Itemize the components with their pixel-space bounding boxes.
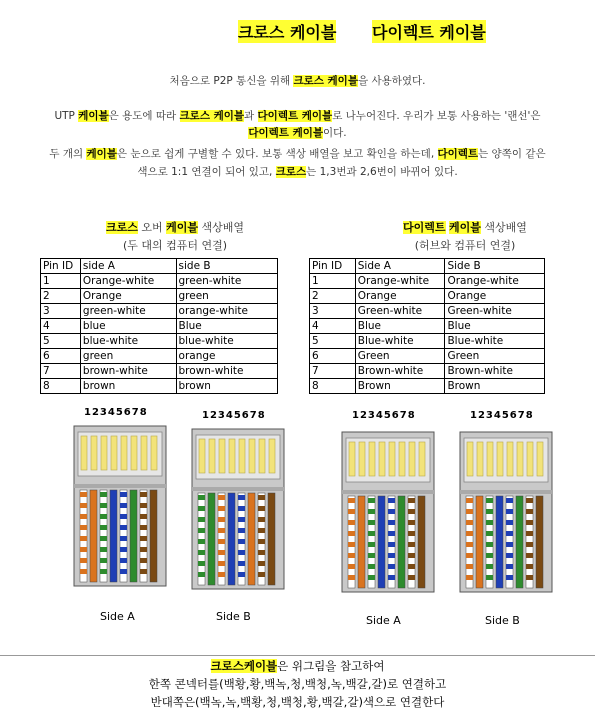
- intro-line-5: 색으로 1:1 연결이 되어 있고, 크로스는 1,3번과 2,6번이 바뀌어 있다.: [137, 166, 458, 178]
- cross-caption-sub: (두 대의 컴퓨터 연결): [122, 239, 228, 252]
- table-row: [310, 334, 545, 349]
- wire-5: [120, 490, 127, 582]
- gold-pin: [467, 442, 473, 476]
- wire-3: [100, 490, 107, 582]
- table-cell: orange-white: [176, 304, 277, 319]
- table-row: [41, 364, 278, 379]
- table-cell: 7: [310, 364, 356, 379]
- table-header-row: [41, 259, 278, 274]
- table-cell: 2: [41, 289, 81, 304]
- table-cell: 2: [310, 289, 356, 304]
- gold-pin: [91, 436, 97, 470]
- gold-pin: [209, 439, 215, 473]
- wire-8: [418, 496, 425, 588]
- direct-caption-sub: (허브와 컴퓨터 연결): [414, 239, 516, 252]
- wire-2: [358, 496, 365, 588]
- table-header-cell: Side B: [445, 259, 545, 274]
- table-cell: 5: [41, 334, 81, 349]
- table-cell: brown-white: [80, 364, 176, 379]
- gold-pin: [497, 442, 503, 476]
- rj45-connector-direct-side-a: [340, 428, 436, 596]
- table-cell: green: [176, 289, 277, 304]
- connector-strain-line: [460, 490, 552, 494]
- cross-caption: 크로스 오버 케이블 색상배열 (두 대의 컴퓨터 연결): [60, 219, 290, 255]
- wire-4: [228, 493, 235, 585]
- direct-side-a-label: Side A: [366, 614, 401, 627]
- gold-pin: [399, 442, 405, 476]
- table-cell: Blue: [445, 319, 545, 334]
- table-cell: Orange: [80, 289, 176, 304]
- cross-side-a-label: Side A: [100, 610, 135, 623]
- table-row: [41, 349, 278, 364]
- bottom-line-2: 한쪽 콘넥터를(백황,황,백녹,청,백청,녹,백갈,갈)로 연결하고: [148, 677, 447, 691]
- cross-a-pin-numbers: 12345678: [84, 407, 148, 418]
- connector-contact-area: [346, 438, 430, 482]
- table-cell: green-white: [80, 304, 176, 319]
- table-header-cell: Pin ID: [41, 259, 81, 274]
- gold-pin: [229, 439, 235, 473]
- wire-7: [526, 496, 533, 588]
- table-cell: Blue: [176, 319, 277, 334]
- gold-pin: [359, 442, 365, 476]
- intro-line-2: UTP 케이블은 용도에 따라 크로스 케이블과 다이렉트 케이블로 나누어진다. 우리가 보통 사용하는 '랜선'은: [54, 110, 541, 122]
- wire-1: [348, 496, 355, 588]
- table-row: [41, 334, 278, 349]
- gold-pin: [239, 439, 245, 473]
- table-cell: 3: [41, 304, 81, 319]
- table-cell: Blue: [355, 319, 445, 334]
- intro-line-1: 처음으로 P2P 통신을 위해 크로스 케이블을 사용하였다.: [169, 75, 426, 87]
- wire-2: [476, 496, 483, 588]
- wire-5: [388, 496, 395, 588]
- table-cell: blue: [80, 319, 176, 334]
- gold-pin: [517, 442, 523, 476]
- wire-4: [378, 496, 385, 588]
- table-cell: Brown: [355, 379, 445, 394]
- connector-contact-area: [464, 438, 548, 482]
- wire-5: [506, 496, 513, 588]
- gold-pin: [81, 436, 87, 470]
- table-cell: brown: [176, 379, 277, 394]
- table-cell: Orange-white: [355, 274, 445, 289]
- gold-pin: [121, 436, 127, 470]
- table-row: [310, 319, 545, 334]
- table-cell: Blue-white: [445, 334, 545, 349]
- gold-pin: [419, 442, 425, 476]
- table-cell: brown-white: [176, 364, 277, 379]
- connector-strain-line: [74, 484, 166, 488]
- table-cell: Blue-white: [355, 334, 445, 349]
- wire-6: [398, 496, 405, 588]
- intro-line-3: 다이렉트 케이블이다.: [248, 127, 347, 139]
- table-cell: blue-white: [176, 334, 277, 349]
- wire-3: [368, 496, 375, 588]
- wire-5: [238, 493, 245, 585]
- table-cell: Brown: [445, 379, 545, 394]
- wire-6: [516, 496, 523, 588]
- table-cell: blue-white: [80, 334, 176, 349]
- table-cell: 5: [310, 334, 356, 349]
- gold-pin: [369, 442, 375, 476]
- table-cell: 1: [310, 274, 356, 289]
- rj45-connector-cross-side-b: [190, 425, 286, 593]
- gold-pin: [379, 442, 385, 476]
- table-cell: 4: [310, 319, 356, 334]
- connector-contact-area: [78, 432, 162, 476]
- wire-6: [130, 490, 137, 582]
- highlight: 다이렉트 케이블: [248, 127, 324, 139]
- direct-caption: 다이렉트 케이블 색상배열 (허브와 컴퓨터 연결): [350, 219, 580, 255]
- table-header-cell: Side A: [355, 259, 445, 274]
- connector-strain-line: [192, 487, 284, 491]
- table-cell: Orange: [355, 289, 445, 304]
- gold-pin: [141, 436, 147, 470]
- highlight: 다이렉트: [437, 148, 479, 160]
- table-cell: green-white: [176, 274, 277, 289]
- wire-1: [198, 493, 205, 585]
- table-cell: 8: [41, 379, 81, 394]
- gold-pin: [507, 442, 513, 476]
- wire-3: [218, 493, 225, 585]
- cross-b-pin-numbers: 12345678: [202, 410, 266, 421]
- table-row: [41, 379, 278, 394]
- table-row: [310, 274, 545, 289]
- gold-pin: [249, 439, 255, 473]
- connector-contact-area: [196, 435, 280, 479]
- gold-pin: [349, 442, 355, 476]
- highlight: 크로스 케이블: [293, 75, 358, 87]
- table-cell: brown: [80, 379, 176, 394]
- bottom-line-3: 반대쪽은(백녹,녹,백황,청,백청,황,백갈,갈)색으로 연결한다: [150, 695, 445, 709]
- wire-1: [80, 490, 87, 582]
- highlight: 케이블: [78, 110, 109, 122]
- direct-b-pin-numbers: 12345678: [470, 410, 534, 421]
- table-cell: 7: [41, 364, 81, 379]
- wire-2: [90, 490, 97, 582]
- title-cross-cable: 크로스 케이블: [238, 20, 336, 43]
- table-row: [41, 274, 278, 289]
- title-direct-cable: 다이렉트 케이블: [372, 20, 486, 43]
- gold-pin: [269, 439, 275, 473]
- gold-pin: [487, 442, 493, 476]
- wire-8: [150, 490, 157, 582]
- highlight: 크로스케이블: [210, 659, 278, 673]
- table-row: [310, 379, 545, 394]
- table-row: [41, 289, 278, 304]
- wire-1: [466, 496, 473, 588]
- section-divider: [0, 655, 595, 656]
- table-row: [310, 304, 545, 319]
- table-header-row: [310, 259, 545, 274]
- gold-pin: [527, 442, 533, 476]
- wire-2: [208, 493, 215, 585]
- gold-pin: [199, 439, 205, 473]
- rj45-connector-cross-side-a: [72, 422, 168, 590]
- table-header-cell: side B: [176, 259, 277, 274]
- table-cell: Green-white: [355, 304, 445, 319]
- gold-pin: [477, 442, 483, 476]
- connector-strain-line: [342, 490, 434, 494]
- direct-pin-table: [309, 258, 545, 394]
- direct-side-b-label: Side B: [485, 614, 520, 627]
- table-cell: Green: [445, 349, 545, 364]
- gold-pin: [151, 436, 157, 470]
- cross-side-b-label: Side B: [216, 610, 251, 623]
- gold-pin: [389, 442, 395, 476]
- wire-7: [408, 496, 415, 588]
- wire-4: [110, 490, 117, 582]
- wire-3: [486, 496, 493, 588]
- table-cell: Orange-white: [445, 274, 545, 289]
- table-cell: Orange-white: [80, 274, 176, 289]
- rj45-connector-direct-side-b: [458, 428, 554, 596]
- table-cell: 3: [310, 304, 356, 319]
- gold-pin: [409, 442, 415, 476]
- wire-4: [496, 496, 503, 588]
- table-cell: Green: [355, 349, 445, 364]
- table-row: [310, 364, 545, 379]
- gold-pin: [219, 439, 225, 473]
- wire-8: [268, 493, 275, 585]
- gold-pin: [259, 439, 265, 473]
- table-cell: 6: [41, 349, 81, 364]
- table-cell: Green-white: [445, 304, 545, 319]
- cross-pin-table: [40, 258, 278, 394]
- table-cell: 8: [310, 379, 356, 394]
- table-row: [310, 289, 545, 304]
- highlight: 다이렉트 케이블: [257, 110, 333, 122]
- gold-pin: [537, 442, 543, 476]
- table-cell: Brown-white: [355, 364, 445, 379]
- wire-8: [536, 496, 543, 588]
- gold-pin: [131, 436, 137, 470]
- highlight: 크로스 케이블: [179, 110, 245, 122]
- table-header-cell: Pin ID: [310, 259, 356, 274]
- table-row: [41, 319, 278, 334]
- table-cell: Orange: [445, 289, 545, 304]
- table-cell: 4: [41, 319, 81, 334]
- highlight: 케이블: [86, 148, 117, 160]
- wire-6: [248, 493, 255, 585]
- wire-7: [140, 490, 147, 582]
- direct-a-pin-numbers: 12345678: [352, 410, 416, 421]
- wire-7: [258, 493, 265, 585]
- intro-line-4: 두 개의 케이블은 눈으로 쉽게 구별할 수 있다. 보통 색상 배열을 보고 확인을 하는데, 다이렉트는 양쪽이 같은: [49, 148, 546, 160]
- bottom-line-1: 크로스케이블은 위그림을 참고하여: [210, 659, 385, 673]
- highlight: 크로스: [275, 166, 307, 178]
- table-cell: green: [80, 349, 176, 364]
- table-cell: 6: [310, 349, 356, 364]
- gold-pin: [111, 436, 117, 470]
- gold-pin: [101, 436, 107, 470]
- table-header-cell: side A: [80, 259, 176, 274]
- table-cell: Brown-white: [445, 364, 545, 379]
- table-cell: 1: [41, 274, 81, 289]
- table-row: [310, 349, 545, 364]
- table-cell: orange: [176, 349, 277, 364]
- table-row: [41, 304, 278, 319]
